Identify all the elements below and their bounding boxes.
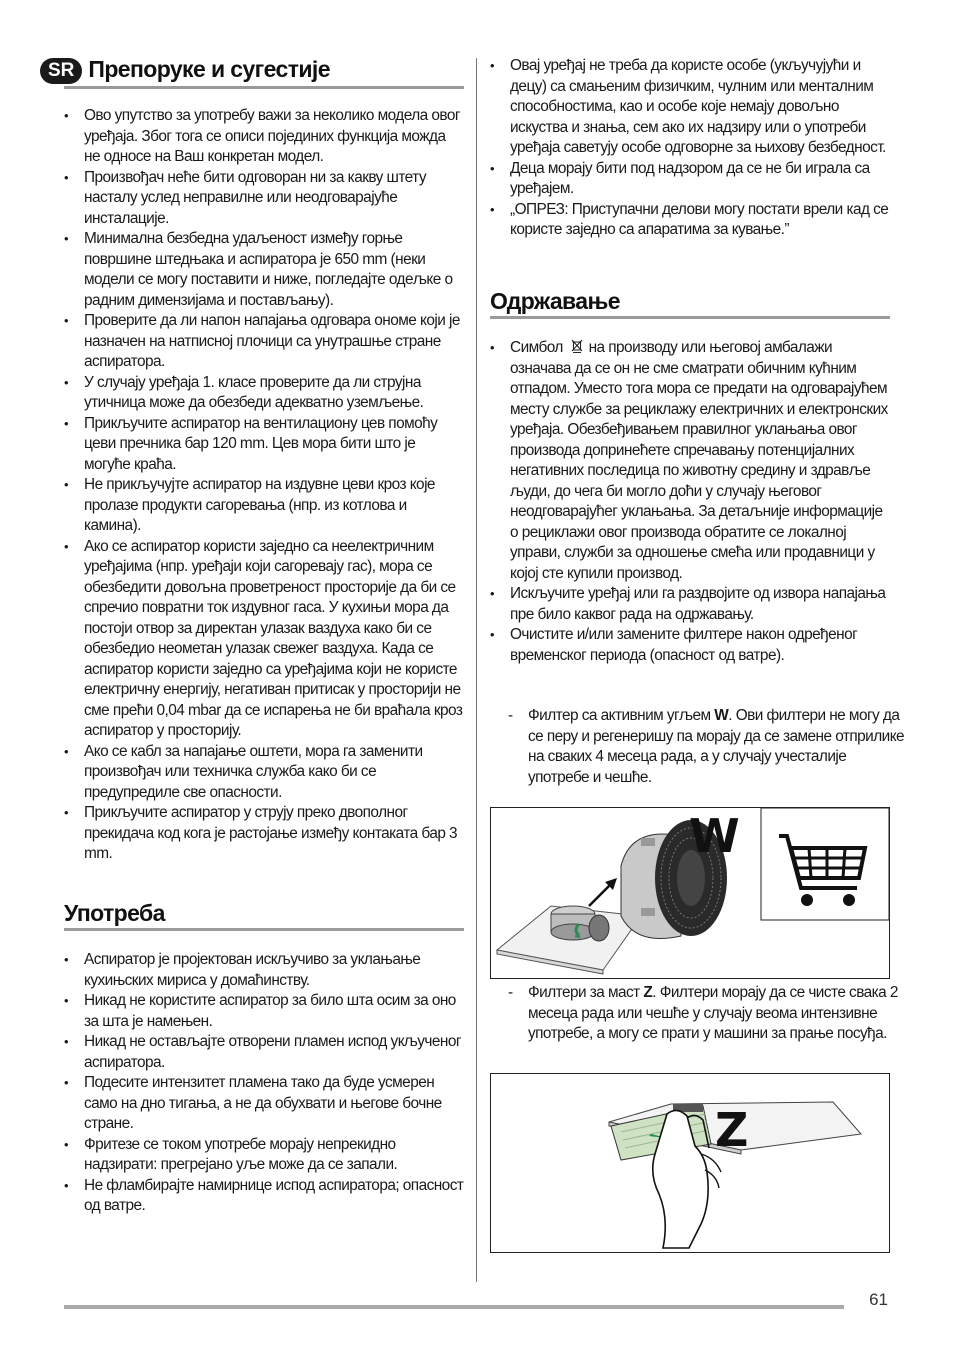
list-item: • У случају уређаја 1. класе проверите да ли струјна утичница може да обезбеди адекватно уземљење. xyxy=(64,373,464,414)
page-number: 61 xyxy=(869,1290,888,1309)
section-title: Употреба xyxy=(64,900,165,926)
section-title: Одржавање xyxy=(490,288,620,314)
list-item: • Ово упутство за употребу важи за неколико модела овог уређаја. Због тога се описи појединих функција можда не односе на Ваш конкретан модел. xyxy=(64,106,464,168)
carbon-filter-illustration xyxy=(491,808,889,978)
list-item: • Никад не користите аспиратор за било шта осим за оно за шта је намењен. xyxy=(64,991,464,1032)
list-item: • Аспиратор је пројектован искључиво за уклањање кухињских мириса у домаћинству. xyxy=(64,950,464,991)
list-item: • Никад не остављајте отворени пламен испод укљученог аспиратора. xyxy=(64,1032,464,1073)
figure-grease-filter xyxy=(490,1073,890,1253)
language-badge: SR xyxy=(40,58,82,84)
dash-item-grease-filter: - Филтери за маст Z. Филтери морају да се чисте свака 2 месеца рада или чешће у случају веома интензивне употребе, а могу се прати у машини за прање посуђа. xyxy=(508,984,898,1042)
list-item: • Искључите уређај или га раздвојите од извора напајања пре било каквог рада на одржавању. xyxy=(490,584,890,625)
section-heading-usage xyxy=(64,900,464,931)
list-item: • Очистите и/или замените филтере након одређеног временског периода (опасност од ватре). xyxy=(490,625,890,666)
list-item: • Ако се кабл за напајање оштети, мора га заменити произвођач или техничка служба како би се предупредиле све опасности. xyxy=(64,742,464,804)
figure-z-label: Z xyxy=(715,1103,749,1157)
section-title: Препоруке и сугестије xyxy=(88,56,330,82)
dash-item-carbon-filter: - Филтер са активним угљем W. Ови филтери не могу да се перу и регенеришу па морају да се замене отприлике на сваких 4 месеца рада, а у случају учесталије употребе и чешће. xyxy=(508,707,905,786)
list-item-waste-symbol: • Симбол на производу или његовој амбалажи означава да се он не сме сматрати обичним кућним отпадом. Уместо тога мора се предати на одговарајућем месту службе за рециклажу електричних и електронских уређаја. Обезбеђивањем правилног уклањања овог производа допринећете спречавању потенцијалних негативних последица по животну средину и здравље људи, до чега би могло доћи у случају његовог неодговарајућег уклањања. За детаљније информације о рециклажи овог производа обратите се локалној управи, служби за одношење смећа или продавници у којој сте купили производ. xyxy=(490,338,890,584)
list-item: • Проверите да ли напон напајања одговара ономе који је назначен на натписној плочици са унутрашње стране аспиратора. xyxy=(64,311,464,373)
list-item: • Не фламбирајте намирнице испод аспиратора; опасност од ватре. xyxy=(64,1176,464,1217)
list-item: • Фритезе се током употребе морају непрекидно надзирати: прегрејано уље може да се запали. xyxy=(64,1135,464,1176)
list-item: • Подесите интензитет пламена тако да буде усмерен само на дно тигања, а не да обухвати и његове бочне стране. xyxy=(64,1073,464,1135)
list-item: • „ОПРЕЗ: Приступачни делови могу постати врели кад се користе заједно са апаратима за кување.” xyxy=(490,200,890,241)
section-heading-recommendations xyxy=(48,56,464,89)
footer-rule xyxy=(64,1305,844,1309)
section-heading-maintenance xyxy=(490,288,890,319)
crossed-out-wheelie-bin-icon xyxy=(571,339,583,353)
figure-carbon-filter xyxy=(490,807,890,979)
usage-continued-list xyxy=(490,56,890,241)
grease-filter-illustration xyxy=(491,1074,889,1252)
column-divider xyxy=(476,58,477,1282)
list-item: • Произвођач неће бити одговоран ни за какву штету насталу услед неправилне или неодговарајуће инсталације. xyxy=(64,168,464,230)
list-item: • Прикључите аспиратор у струју преко двополног прекидача код кога је растојање између контаката бар 3 mm. xyxy=(64,803,464,865)
figure-w-label: W xyxy=(689,809,740,863)
list-item: • Деца морају бити под надзором да се не би играла са уређајем. xyxy=(490,159,890,200)
list-item: • Ако се аспиратор користи заједно са неелектричним уређајима (нпр. уређаји који сагоревају гас), мора се обезбедити довољна проветреност просторије да би се спречио повратни ток издувног гаса. У кухињи мора да постоји отвор за директан улазак ваздуха како би се обезбедио неометан улазак свежег ваздуха. Када се аспиратор користи заједно са уређајима који не користе електричну енергију, негативан притисак у просторији не сме прећи 0,04 mbar да се испарења не би враћала кроз аспиратор у просторију. xyxy=(64,537,464,742)
recommendations-list xyxy=(64,106,464,865)
maintenance-list xyxy=(490,338,890,666)
usage-list xyxy=(64,950,464,1217)
list-item: • Прикључите аспиратор на вентилациону цев помоћу цеви пречника бар 120 mm. Цев мора бити што је могуће краћа. xyxy=(64,414,464,476)
list-item: • Минимална безбедна удаљеност између горње површине штедњака и аспиратора је 650 mm (неки модели се могу поставити и ниже, погледајте одељке о радним димензијама и постављању). xyxy=(64,229,464,311)
list-item: • Овај уређај не треба да користе особе (укључујући и децу) са смањеним физичким, чулним или менталним способностима, као и особе које немају довољно искуства и знања, сем ако их надзиру или о употреби уређаја саветују особе одговорне за њихову безбедност. xyxy=(490,56,890,159)
list-item: • Не прикључујте аспиратор на издувне цеви кроз које пролазе продукти сагоревања (нпр. из котлова и камина). xyxy=(64,475,464,537)
